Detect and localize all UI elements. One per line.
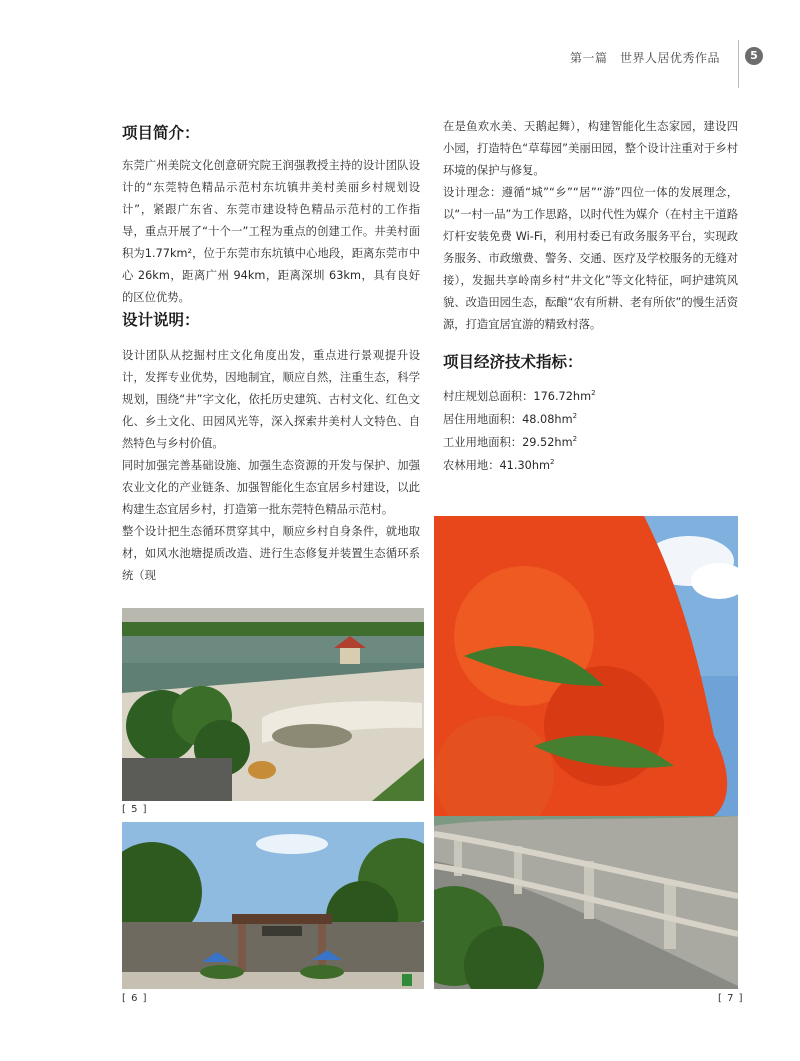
- right-column-text: [443, 116, 738, 336]
- design-text: [122, 345, 420, 587]
- indicators-heading: 项目经济技术指标：: [443, 353, 583, 371]
- design-paragraph-2: 同时加强完善基础设施、加强生态资源的开发与保护、加强农业文化的产业链条、加强智能化生态宜居乡村建设，以此构建生态宜居乡村，打造第一批东莞特色精品示范村。: [122, 459, 420, 516]
- design-paragraph-3: 整个设计把生态循环贯穿其中，顺应乡村自身条件，就地取材，如风水池塘提质改造、进行生态修复并装置生态循环系统（现: [122, 525, 420, 582]
- photo-pond-pavilion: [122, 608, 424, 801]
- intro-heading: 项目简介：: [122, 124, 200, 142]
- caption-fig7: [ 7 ]: [718, 993, 744, 1004]
- header-divider: [738, 40, 739, 88]
- design-heading: 设计说明：: [122, 311, 200, 329]
- page-number-badge: 5: [745, 47, 763, 65]
- right-paragraph-2: 设计理念：遵循“城”“乡”“居”“游”四位一体的发展理念，以“一村一品”为工作思路，以时代性为媒介（在村主干道路灯杆安装免费 Wi-Fi，利用村委已有政务服务平台，实现政务服务、市政缴费、警务、交通、医疗及学校服务的无缝对接），发掘共享岭南乡村“井文化”等文化特征，呵护建筑风貌、改造田园生态，酝酿“农有所耕、老有所依”的慢生活资源，打造宜居宜游的精致村落。: [443, 186, 738, 331]
- intro-paragraph: 东莞广州美院文化创意研究院王润强教授主持的设计团队设计的“东莞特色精品示范村东坑镇井美村美丽乡村规划设计”，紧跟广东省、东莞市建设特色精品示范村的工作指导，重点开展了“十个一”工程为重点的创建工作。井美村面积为1.77km²，位于东莞市东坑镇中心地段，距离东莞市中心 26km，距离广州 94km，距离深圳 63km，具有良好的区位优势。: [122, 159, 420, 304]
- caption-fig5: [ 5 ]: [122, 804, 148, 815]
- indicator-total-area: 村庄规划总面积：$176.72hm^2$: [443, 389, 596, 403]
- indicator-residential-area: 居住用地面积：$48.08hm^2$: [443, 412, 578, 426]
- photo-flame-tree-railing: [434, 516, 738, 989]
- indicator-industrial-area: 工业用地面积：$29.52hm^2$: [443, 435, 578, 449]
- caption-fig6: [ 6 ]: [122, 993, 148, 1004]
- running-header: 第一篇 世界人居优秀作品: [569, 51, 720, 65]
- right-paragraph-1: 在是鱼欢水美、天鹅起舞），构建智能化生态家园，建设四小园，打造特色“草莓园”美丽田园，整个设计注重对于乡村环境的保护与修复。: [443, 120, 738, 177]
- intro-text: [122, 155, 420, 309]
- design-paragraph-1: 设计团队从挖掘村庄文化角度出发，重点进行景观提升设计，发挥专业优势，因地制宜，顺应自然，注重生态，科学规划，围绕“井”字文化，依托历史建筑、古村文化、红色文化、乡土文化、田园风光等，深入探索井美村人文特色、自然特色与乡村价值。: [122, 349, 420, 450]
- indicator-agri-forest-area: 农林用地：$41.30hm^2$: [443, 458, 555, 472]
- photo-village-gate: [122, 822, 424, 989]
